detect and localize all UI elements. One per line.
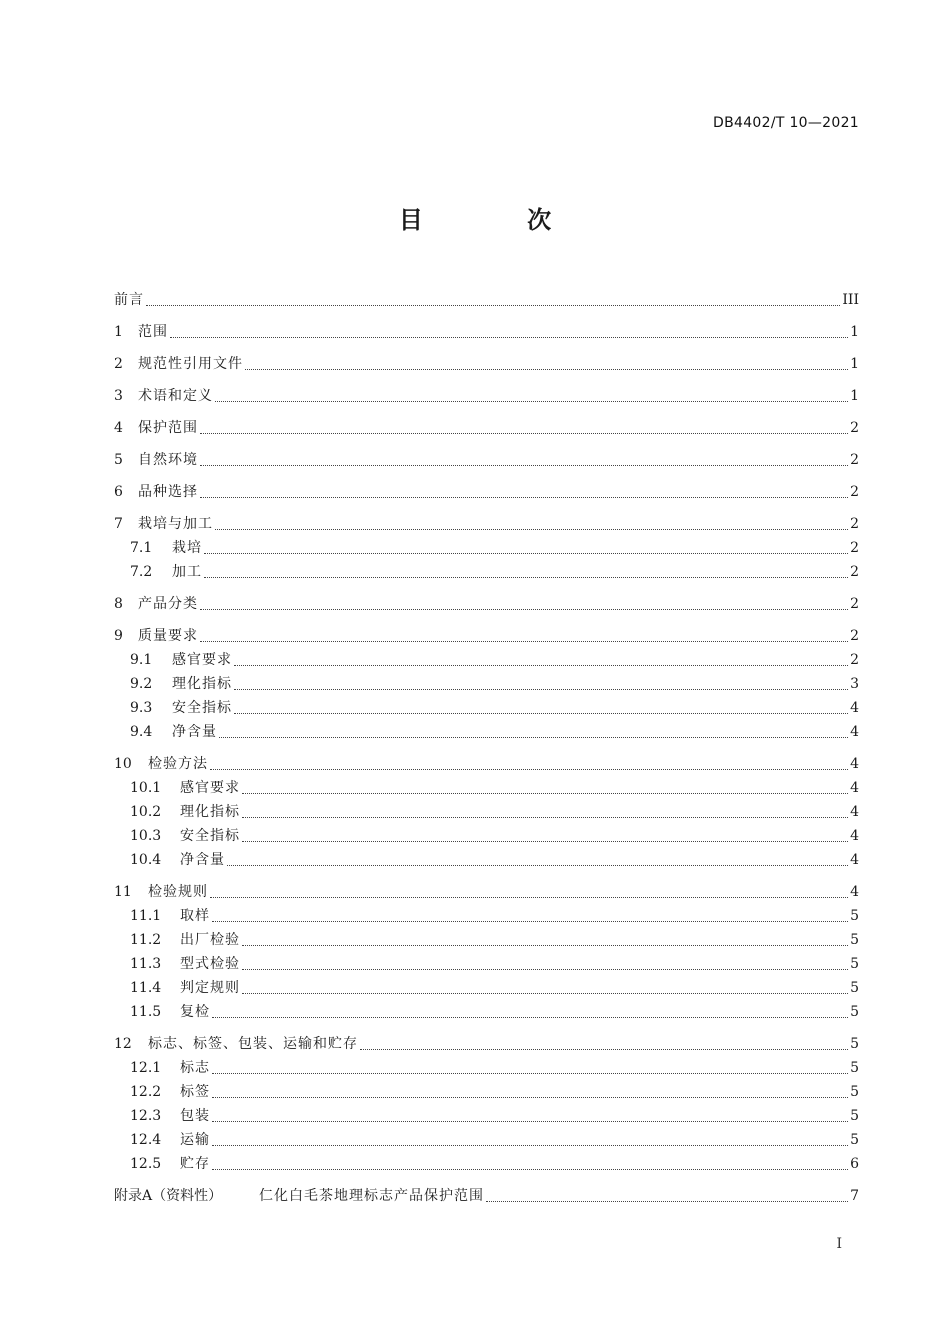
toc-entry-9[interactable]	[114, 624, 859, 648]
toc-entry-number: 11.1	[130, 908, 162, 924]
toc-leader-dots	[200, 465, 848, 466]
toc-entry-9-1[interactable]	[114, 648, 859, 672]
document-code: DB4402/T 10—2021	[713, 115, 859, 131]
toc-entry-page: 5	[850, 1108, 859, 1124]
toc-entry-title: 规范性引用文件	[138, 356, 243, 372]
toc-entry-title: 型式检验	[180, 956, 240, 972]
toc-entry-12-2[interactable]	[114, 1080, 859, 1104]
toc-entry-12-3[interactable]	[114, 1104, 859, 1128]
toc-entry-page: 5	[850, 932, 859, 948]
toc-entry-title: 栽培	[172, 540, 202, 556]
toc-entry-number: 9.3	[130, 700, 153, 716]
toc-entry-number: 10.1	[130, 780, 162, 796]
toc-entry-page: 4	[850, 724, 859, 740]
toc-entry-number: 12.3	[130, 1108, 162, 1124]
toc-entry-number: 10.4	[130, 852, 162, 868]
toc-entry-9-2[interactable]	[114, 672, 859, 696]
toc-leader-dots	[234, 665, 848, 666]
toc-entry-number: 4	[114, 420, 123, 436]
toc-entry-11-5[interactable]	[114, 1000, 859, 1024]
toc-entry-title: 保护范围	[138, 420, 198, 436]
toc-entry-page: 5	[850, 1036, 859, 1052]
toc-entry-11-2[interactable]	[114, 928, 859, 952]
toc-entry-number: 附录A（资料性）	[114, 1188, 223, 1204]
toc-entry-title: 标签	[180, 1084, 210, 1100]
toc-entry-5[interactable]	[114, 448, 859, 472]
toc-entry-page: 5	[850, 1060, 859, 1076]
toc-entry-number: 12.2	[130, 1084, 162, 1100]
toc-entry-6[interactable]	[114, 480, 859, 504]
toc-entry-title: 产品分类	[138, 596, 198, 612]
toc-entry-page: 7	[850, 1188, 859, 1204]
toc-entry-11-4[interactable]	[114, 976, 859, 1000]
toc-entry-page: 4	[850, 780, 859, 796]
toc-entry-10[interactable]	[114, 752, 859, 776]
toc-entry-12-1[interactable]	[114, 1056, 859, 1080]
toc-entry-title: 安全指标	[180, 828, 240, 844]
toc-entry-title: 净含量	[180, 852, 225, 868]
toc-entry-12-5[interactable]	[114, 1152, 859, 1176]
toc-entry-page: 6	[850, 1156, 859, 1172]
toc-entry-number: 2	[114, 356, 123, 372]
toc-entry-number: 12.1	[130, 1060, 162, 1076]
toc-leader-dots	[219, 737, 848, 738]
toc-entry-page: 5	[850, 908, 859, 924]
toc-entry-title: 感官要求	[180, 780, 240, 796]
toc-leader-dots	[212, 921, 848, 922]
toc-entry-number: 11.2	[130, 932, 162, 948]
toc-leader-dots	[242, 993, 848, 994]
toc-entry-title: 理化指标	[172, 676, 232, 692]
toc-entry-3[interactable]	[114, 384, 859, 408]
toc-entry-title: 自然环境	[138, 452, 198, 468]
toc-entry-title: 术语和定义	[138, 388, 213, 404]
toc-entry-page: 2	[850, 628, 859, 644]
table-of-contents	[114, 288, 859, 1208]
toc-leader-dots	[242, 817, 848, 818]
toc-leader-dots	[360, 1049, 848, 1050]
toc-leader-dots	[227, 865, 848, 866]
toc-leader-dots	[200, 609, 848, 610]
toc-entry-title: 净含量	[172, 724, 217, 740]
toc-entry-9-4[interactable]	[114, 720, 859, 744]
toc-entry-number: 11	[114, 884, 132, 900]
toc-entry-page: 2	[850, 652, 859, 668]
toc-entry-page: 1	[850, 324, 859, 340]
toc-entry-10-4[interactable]	[114, 848, 859, 872]
toc-leader-dots	[242, 841, 848, 842]
toc-leader-dots	[200, 641, 848, 642]
toc-entry-page: 2	[850, 484, 859, 500]
toc-entry-number: 10.2	[130, 804, 162, 820]
toc-entry-title: 质量要求	[138, 628, 198, 644]
toc-entry-page: 2	[850, 596, 859, 612]
toc-entry-page: 5	[850, 1084, 859, 1100]
toc-entry-page: 3	[850, 676, 859, 692]
toc-entry-title: 复检	[180, 1004, 210, 1020]
toc-entry-title: 前言	[114, 292, 144, 308]
toc-entry-number: 5	[114, 452, 123, 468]
toc-leader-dots	[212, 1145, 848, 1146]
toc-leader-dots	[212, 1121, 848, 1122]
toc-entry-title: 范围	[138, 324, 168, 340]
toc-entry-title: 栽培与加工	[138, 516, 213, 532]
toc-entry-number: 12.5	[130, 1156, 162, 1172]
toc-leader-dots	[204, 577, 848, 578]
toc-entry-number: 11.5	[130, 1004, 162, 1020]
toc-entry-7-1[interactable]	[114, 536, 859, 560]
toc-leader-dots	[204, 553, 848, 554]
toc-entry-appendix-a[interactable]	[114, 1184, 859, 1208]
toc-entry-title: 取样	[180, 908, 210, 924]
toc-entry-page: 5	[850, 980, 859, 996]
toc-entry-10-2[interactable]	[114, 800, 859, 824]
toc-entry-page: 2	[850, 452, 859, 468]
toc-leader-dots	[242, 793, 848, 794]
toc-leader-dots	[212, 1169, 848, 1170]
toc-entry-11[interactable]	[114, 880, 859, 904]
toc-leader-dots	[200, 497, 848, 498]
toc-leader-dots	[242, 945, 848, 946]
toc-entry-page: 2	[850, 420, 859, 436]
toc-entry-number: 11.3	[130, 956, 162, 972]
toc-entry-10-1[interactable]	[114, 776, 859, 800]
toc-entry-page: 5	[850, 956, 859, 972]
toc-entry-number: 7	[114, 516, 123, 532]
toc-leader-dots	[215, 401, 848, 402]
toc-entry-number: 12	[114, 1036, 132, 1052]
toc-entry-number: 10	[114, 756, 132, 772]
toc-entry-7-2[interactable]	[114, 560, 859, 584]
toc-leader-dots	[210, 897, 848, 898]
toc-entry-title: 标志	[180, 1060, 210, 1076]
toc-leader-dots	[212, 1073, 848, 1074]
toc-entry-9-3[interactable]	[114, 696, 859, 720]
toc-leader-dots	[245, 369, 848, 370]
toc-leader-dots	[146, 305, 840, 306]
toc-leader-dots	[170, 337, 848, 338]
toc-entry-page: 1	[850, 356, 859, 372]
toc-entry-page: 5	[850, 1132, 859, 1148]
toc-entry-number: 1	[114, 324, 123, 340]
toc-entry-number: 3	[114, 388, 123, 404]
toc-entry-page: 5	[850, 1004, 859, 1020]
toc-entry-page: 2	[850, 516, 859, 532]
toc-entry-number: 8	[114, 596, 123, 612]
toc-entry-number: 12.4	[130, 1132, 162, 1148]
toc-entry-title: 包装	[180, 1108, 210, 1124]
toc-entry-title: 判定规则	[180, 980, 240, 996]
toc-entry-page: 4	[850, 852, 859, 868]
toc-leader-dots	[215, 529, 848, 530]
toc-entry-page: 4	[850, 804, 859, 820]
toc-entry-foreword[interactable]	[114, 288, 859, 312]
toc-entry-page: 2	[850, 564, 859, 580]
toc-entry-page: 4	[850, 700, 859, 716]
toc-entry-2[interactable]	[114, 352, 859, 376]
toc-entry-title: 运输	[180, 1132, 210, 1148]
toc-entry-page: 1	[850, 388, 859, 404]
toc-leader-dots	[234, 689, 848, 690]
page-title: 目 次	[398, 206, 600, 234]
toc-entry-title: 品种选择	[138, 484, 198, 500]
toc-entry-10-3[interactable]	[114, 824, 859, 848]
toc-entry-title: 安全指标	[172, 700, 232, 716]
toc-entry-12[interactable]	[114, 1032, 859, 1056]
toc-entry-title: 出厂检验	[180, 932, 240, 948]
toc-entry-number: 9.1	[130, 652, 153, 668]
toc-entry-number: 11.4	[130, 980, 162, 996]
toc-entry-page: 4	[850, 884, 859, 900]
toc-entry-title: 加工	[172, 564, 202, 580]
toc-entry-title: 检验规则	[148, 884, 208, 900]
toc-entry-page: III	[842, 292, 859, 308]
toc-leader-dots	[486, 1201, 848, 1202]
toc-leader-dots	[234, 713, 848, 714]
toc-entry-title: 理化指标	[180, 804, 240, 820]
toc-entry-number: 10.3	[130, 828, 162, 844]
toc-entry-title: 贮存	[180, 1156, 210, 1172]
toc-entry-1[interactable]	[114, 320, 859, 344]
toc-leader-dots	[200, 433, 848, 434]
toc-entry-7[interactable]	[114, 512, 859, 536]
toc-entry-number: 9	[114, 628, 123, 644]
toc-entry-page: 2	[850, 540, 859, 556]
page-number: I	[836, 1236, 842, 1252]
toc-entry-number: 7.2	[130, 564, 153, 580]
toc-entry-title: 检验方法	[148, 756, 208, 772]
toc-entry-number: 7.1	[130, 540, 153, 556]
toc-entry-number: 9.4	[130, 724, 153, 740]
toc-entry-page: 4	[850, 756, 859, 772]
toc-entry-11-3[interactable]	[114, 952, 859, 976]
toc-entry-title: 标志、标签、包装、运输和贮存	[148, 1036, 358, 1052]
toc-entry-title: 仁化白毛茶地理标志产品保护范围	[259, 1188, 484, 1204]
toc-leader-dots	[212, 1097, 848, 1098]
toc-entry-number: 9.2	[130, 676, 153, 692]
toc-entry-12-4[interactable]	[114, 1128, 859, 1152]
toc-entry-title: 感官要求	[172, 652, 232, 668]
toc-entry-page: 4	[850, 828, 859, 844]
toc-entry-4[interactable]	[114, 416, 859, 440]
toc-entry-8[interactable]	[114, 592, 859, 616]
toc-leader-dots	[212, 1017, 848, 1018]
toc-entry-11-1[interactable]	[114, 904, 859, 928]
toc-leader-dots	[242, 969, 848, 970]
toc-entry-number: 6	[114, 484, 123, 500]
toc-leader-dots	[210, 769, 848, 770]
